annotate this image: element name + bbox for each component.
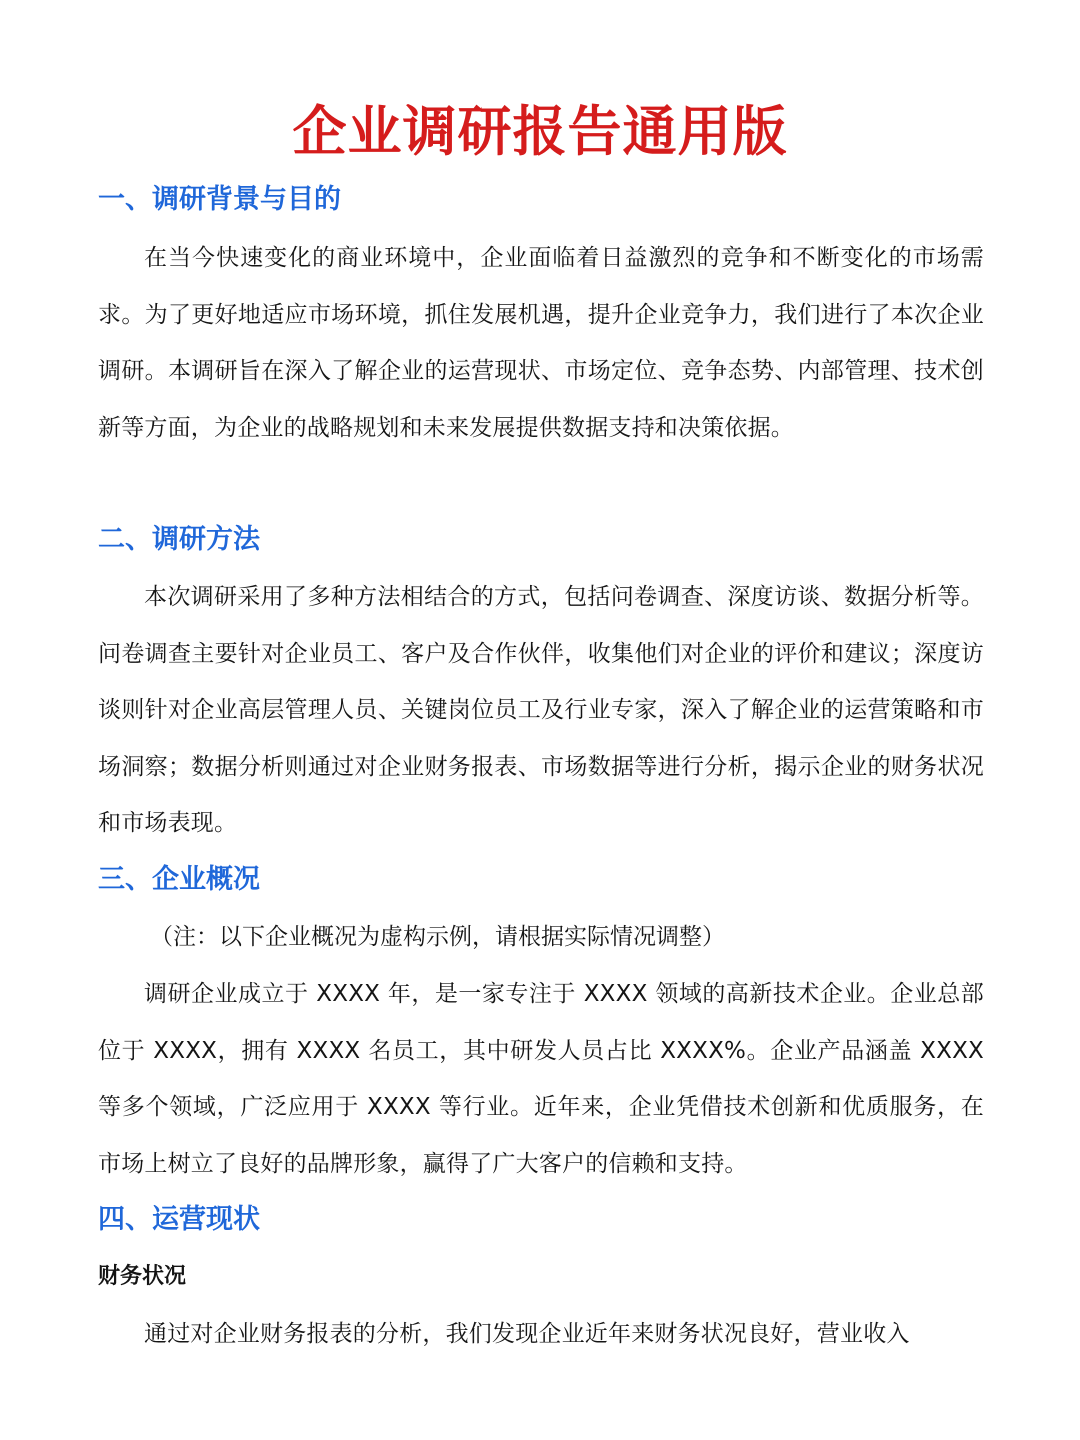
section-paragraph-financial-status: 通过对企业财务报表的分析，我们发现企业近年来财务状况良好，营业收入 [144, 1321, 910, 1347]
section-heading-company-profile: 三、企业概况 [98, 864, 260, 895]
section-heading-operations: 四、运营现状 [98, 1204, 260, 1235]
financial-status-subheading: 财务状况 [98, 1264, 187, 1289]
section-heading-background: 一、调研背景与目的 [98, 184, 341, 215]
section-paragraph-company-profile: 调研企业成立于 XXXX 年，是一家专注于 XXXX 领域的高新技术企业。企业总部位于 XXXX，拥有 XXXX 名员工，其中研发人员占比 XXXX%。企业产品涵盖 XXXX 等多个领域，广泛应用于 XXXX 等行业。近年来，企业凭借技术创新和优质服务，在市场上树立了良好的品牌形象，赢得了广大客户的信赖和支持。 [98, 981, 984, 1177]
section-paragraph-method: 本次调研采用了多种方法相结合的方式，包括问卷调查、深度访谈、数据分析等。问卷调查主要针对企业员工、客户及合作伙伴，收集他们对企业的评价和建议；深度访谈则针对企业高层管理人员、关键岗位员工及行业专家，深入了解企业的运营策略和市场洞察；数据分析则通过对企业财务报表、市场数据等进行分析，揭示企业的财务状况和市场表现。 [98, 584, 984, 837]
section-paragraph-background: 在当今快速变化的商业环境中，企业面临着日益激烈的竞争和不断变化的市场需求。为了更好地适应市场环境，抓住发展机遇，提升企业竞争力，我们进行了本次企业调研。本调研旨在深入了解企业的运营现状、市场定位、竞争态势、内部管理、技术创新等方面，为企业的战略规划和未来发展提供数据支持和决策依据。 [98, 245, 984, 441]
section-heading-method: 二、调研方法 [98, 524, 260, 555]
company-profile-note: （注：以下企业概况为虚构示例，请根据实际情况调整） [150, 924, 725, 950]
document-title: 企业调研报告通用版 [292, 100, 788, 163]
